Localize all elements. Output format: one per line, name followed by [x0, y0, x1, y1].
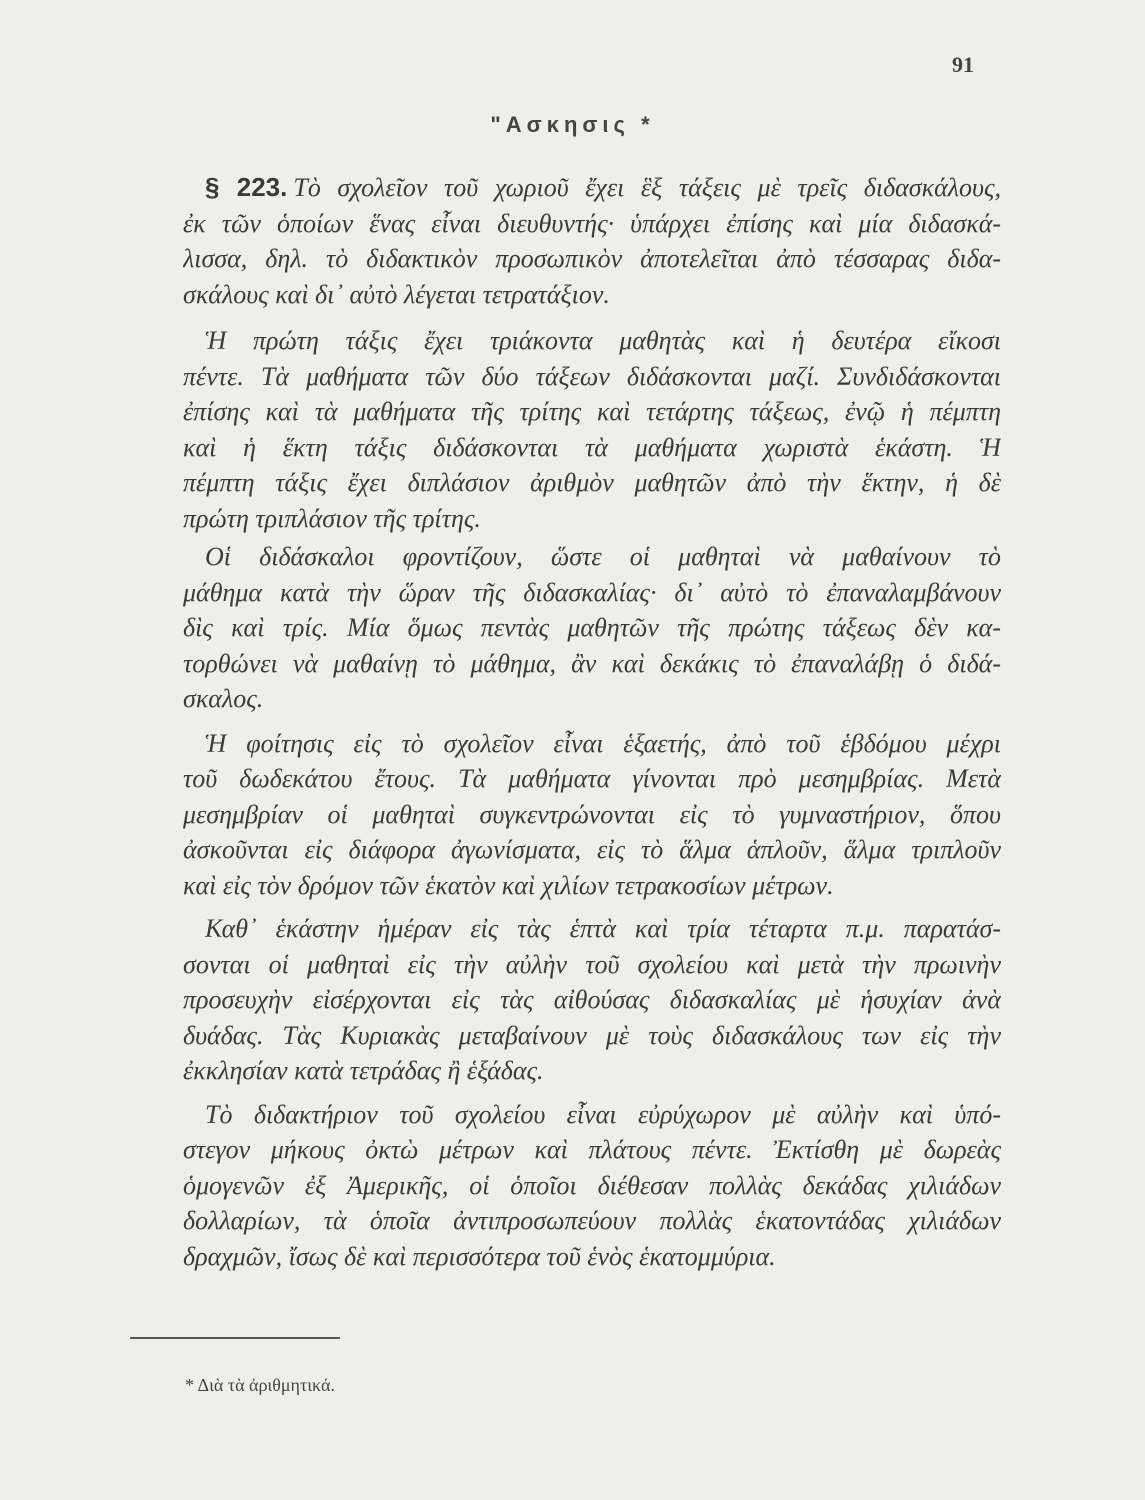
line-text: δὶς καὶ τρίς. Μία ὅμως πεντὰς μαθητῶν τῆς πρώτης τάξεως δὲν κα- [183, 613, 1001, 642]
text-line [183, 323, 1001, 359]
line-text: σκαλος. [183, 684, 264, 713]
line-text: πέντε. Τὰ μαθήματα τῶν δύο τάξεων διδάσκονται μαζί. Συνδιδάσκονται [183, 361, 1001, 391]
line-text: σκάλους καὶ δι᾽ αὐτὸ λέγεται τετρατάξιον. [183, 279, 610, 309]
text-line [183, 277, 1001, 313]
text-line [183, 1097, 1001, 1133]
text-line [183, 501, 1001, 537]
line-text: δραχμῶν, ἴσως δὲ καὶ περισσότερα τοῦ ἑνὸς ἑκατομμύρια. [183, 1241, 776, 1271]
text-line [183, 465, 1001, 501]
text-line [183, 761, 1001, 797]
text-line [183, 394, 1001, 430]
line-text: δυάδας. Τὰς Κυριακὰς μεταβαίνουν μὲ τοὺς διδασκάλους των εἰς τὴν [183, 1020, 1001, 1050]
line-text: καὶ εἰς τὸν δρόμον τῶν ἑκατὸν καὶ χιλίων τετρακοσίων μέτρων. [183, 870, 834, 900]
page-number: 91 [952, 52, 974, 77]
paragraph [183, 726, 1001, 904]
paragraph [183, 323, 1001, 536]
text-line [183, 1168, 1001, 1204]
line-text: Ἡ φοίτησις εἰς τὸ σχολεῖον εἶναι ἑξαετής, ἀπὸ τοῦ ἑβδόμου μέχρι [205, 728, 1001, 758]
text-line [183, 868, 1001, 904]
line-text: στεγον μήκους ὀκτὼ μέτρων καὶ πλάτους πέντε. Ἐκτίσθη μὲ δωρεὰς [183, 1135, 1001, 1164]
line-text: τορθώνει νὰ μαθαίνῃ τὸ μάθημα, ἂν καὶ δεκάκις τὸ ἐπαναλάβῃ ὁ διδά- [183, 648, 1001, 678]
line-text: ἐκ τῶν ὁποίων ἕνας εἶναι διευθυντής· ὑπάρχει ἐπίσης καὶ μία διδασκά- [183, 208, 1001, 238]
text-line [183, 206, 1001, 242]
section-title: "Ασκησις * [490, 112, 655, 137]
line-text: ἐπίσης καὶ τὰ μαθήματα τῆς τρίτης καὶ τετάρτης τάξεως, ἐνῷ ἡ πέμπτη [183, 397, 1001, 426]
paragraph [183, 539, 1001, 717]
line-text: ἀσκοῦνται εἰς διάφορα ἀγωνίσματα, εἰς τὸ ἅλμα ἁπλοῦν, ἅλμα τριπλοῦν [183, 835, 1001, 864]
line-text: προσευχὴν εἰσέρχονται εἰς τὰς αἰθούσας διδασκαλίας μὲ ἡσυχίαν ἀνὰ [183, 985, 1001, 1014]
text-line [183, 681, 1001, 717]
line-text: καὶ ἡ ἕκτη τάξις διδάσκονται τὰ μαθήματα χωριστὰ ἑκάστη. Ἡ [183, 432, 1001, 462]
line-text: μεσημβρίαν οἱ μαθηταὶ συγκεντρώνονται εἰς τὸ γυμναστήριον, ὅπου [183, 799, 1001, 829]
text-line [183, 982, 1001, 1018]
text-line [183, 797, 1001, 833]
text-line [183, 575, 1001, 611]
line-text: Τὸ διδακτήριον τοῦ σχολείου εἶναι εὐρύχωρον μὲ αὐλὴν καὶ ὑπό- [205, 1099, 1001, 1129]
line-text: πέμπτη τάξις ἔχει διπλάσιον ἀριθμὸν μαθητῶν ἀπὸ τὴν ἕκτην, ἡ δὲ [183, 468, 1001, 497]
line-text: μάθημα κατὰ τὴν ὥραν τῆς διδασκαλίας· δι᾽ αὐτὸ τὸ ἐπαναλαμβάνουν [183, 577, 1001, 607]
text-line [183, 832, 1001, 868]
text-line [183, 359, 1001, 395]
line-text: σονται οἱ μαθηταὶ εἰς τὴν αὐλὴν τοῦ σχολείου καὶ μετὰ τὴν πρωινὴν [183, 949, 1001, 979]
text-line [183, 1053, 1001, 1089]
line-text: τοῦ δωδεκάτου ἔτους. Τὰ μαθήματα γίνονται πρὸ μεσημβρίας. Μετὰ [183, 764, 1001, 793]
line-text: ὁμογενῶν ἐξ Ἀμερικῆς, οἱ ὁποῖοι διέθεσαν πολλὰς δεκάδας χιλιάδων [183, 1170, 1001, 1200]
exercise-body [183, 170, 1001, 1274]
paragraph [183, 170, 1001, 312]
text-line [183, 539, 1001, 575]
text-line [183, 947, 1001, 983]
text-line [183, 911, 1001, 947]
paragraph [183, 1097, 1001, 1275]
line-text: Ἡ πρώτη τάξις ἔχει τριάκοντα μαθητὰς καὶ ἡ δευτέρα εἴκοσι [205, 326, 1001, 355]
section-number: § 223. [205, 172, 288, 202]
line-text: πρώτη τριπλάσιον τῆς τρίτης. [183, 503, 481, 533]
footnote-divider [130, 1337, 340, 1339]
text-line [183, 1018, 1001, 1054]
text-line [183, 610, 1001, 646]
text-line [183, 170, 1001, 206]
text-line [183, 1239, 1001, 1275]
line-text: δολλαρίων, τὰ ὁποῖα ἀντιπροσωπεύουν πολλὰς ἑκατοντάδας χιλιάδων [183, 1206, 1001, 1235]
line-text: Οἱ διδάσκαλοι φροντίζουν, ὥστε οἱ μαθηταὶ νὰ μαθαίνουν τὸ [205, 542, 1001, 571]
text-line [183, 1132, 1001, 1168]
line-text: λισσα, δηλ. τὸ διδακτικὸν προσωπικὸν ἀποτελεῖται ἀπὸ τέσσαρας διδα- [183, 244, 1001, 273]
line-text: Τὸ σχολεῖον τοῦ χωριοῦ ἔχει ἓξ τάξεις μὲ τρεῖς διδασκάλους, [293, 173, 1001, 202]
text-line [183, 726, 1001, 762]
line-text: ἐκκλησίαν κατὰ τετράδας ἢ ἑξάδας. [183, 1056, 544, 1085]
paragraph [183, 911, 1001, 1089]
text-line [183, 430, 1001, 466]
text-line [183, 1203, 1001, 1239]
line-text: Καθ᾽ ἑκάστην ἡμέραν εἰς τὰς ἑπτὰ καὶ τρία τέταρτα π.μ. παρατάσ- [205, 914, 1001, 943]
text-line [183, 241, 1001, 277]
footnote: * Διὰ τὰ ἀριθμητικά. [185, 1375, 335, 1395]
text-line [183, 646, 1001, 682]
